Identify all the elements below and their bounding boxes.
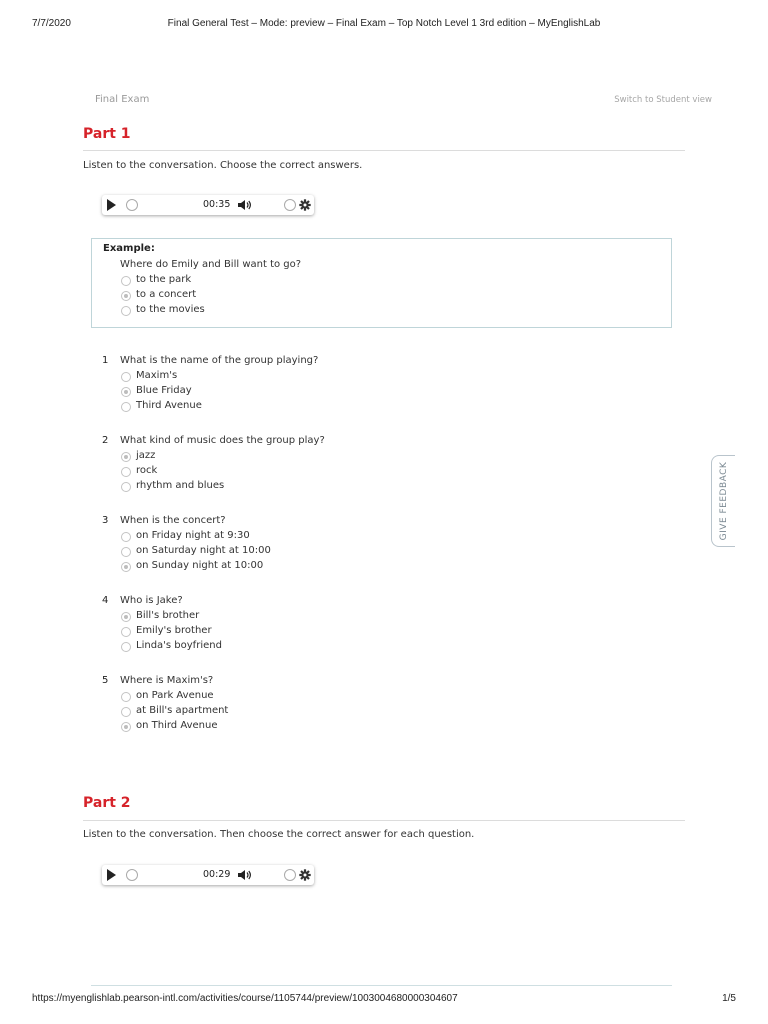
example-question: Where do Emily and Bill want to go? [120, 259, 302, 270]
question-number: 1 [102, 355, 109, 366]
gear-icon[interactable] [299, 199, 311, 211]
question-text: Who is Jake? [120, 595, 183, 606]
question-text: What kind of music does the group play? [120, 435, 325, 446]
progress-knob-icon[interactable] [126, 869, 138, 881]
part-2-title: Part 2 [83, 795, 131, 811]
part-2-divider [83, 820, 685, 821]
audio-time: 00:29 [203, 869, 231, 880]
radio-button[interactable] [121, 627, 131, 637]
radio-button[interactable] [121, 532, 131, 542]
progress-knob-icon[interactable] [126, 199, 138, 211]
speaker-icon[interactable] [238, 200, 252, 210]
exam-title: Final Exam [95, 94, 150, 105]
radio-button[interactable] [121, 276, 131, 286]
print-footer [32, 993, 736, 1007]
print-header [32, 18, 736, 32]
radio-button[interactable] [121, 482, 131, 492]
give-feedback-tab[interactable] [711, 455, 735, 547]
play-icon[interactable] [107, 869, 116, 881]
radio-button[interactable] [121, 291, 131, 301]
next-box-edge [91, 985, 672, 987]
radio-button[interactable] [121, 612, 131, 622]
give-feedback-label: GIVE FEEDBACK [718, 461, 729, 541]
speaker-icon[interactable] [238, 870, 252, 880]
volume-knob-icon[interactable] [284, 869, 296, 881]
part-1-title: Part 1 [83, 126, 131, 142]
switch-to-student-view-link[interactable]: Switch to Student view [614, 95, 712, 105]
radio-button[interactable] [121, 372, 131, 382]
radio-button[interactable] [121, 467, 131, 477]
question-number: 4 [102, 595, 109, 606]
play-icon[interactable] [107, 199, 116, 211]
radio-button[interactable] [121, 562, 131, 572]
question-text: Where is Maxim's? [120, 675, 214, 686]
print-page-number: 1/5 [722, 993, 736, 1004]
print-doc-title: Final General Test – Mode: preview – Final Exam – Top Notch Level 1 3rd edition – MyEnglishLab [167, 18, 601, 29]
gear-icon[interactable] [299, 869, 311, 881]
audio-player-part-2 [102, 865, 314, 885]
radio-button[interactable] [121, 707, 131, 717]
audio-time: 00:35 [203, 199, 231, 210]
part-1-instructions: Listen to the conversation. Choose the correct answers. [83, 160, 363, 171]
print-url: https://myenglishlab.pearson-intl.com/activities/course/1105744/preview/1003004680000304607 [32, 993, 458, 1004]
radio-button[interactable] [121, 306, 131, 316]
radio-button[interactable] [121, 692, 131, 702]
radio-button[interactable] [121, 402, 131, 412]
radio-button[interactable] [121, 547, 131, 557]
print-date: 7/7/2020 [32, 18, 71, 29]
audio-player-part-1 [102, 195, 314, 215]
radio-button[interactable] [121, 452, 131, 462]
radio-button[interactable] [121, 722, 131, 732]
question-number: 5 [102, 675, 109, 686]
question-text: What is the name of the group playing? [120, 355, 319, 366]
part-1-divider [83, 150, 685, 151]
radio-button[interactable] [121, 387, 131, 397]
part-2-instructions: Listen to the conversation. Then choose the correct answer for each question. [83, 829, 475, 840]
volume-knob-icon[interactable] [284, 199, 296, 211]
question-number: 2 [102, 435, 109, 446]
radio-button[interactable] [121, 642, 131, 652]
example-label: Example: [103, 243, 155, 254]
question-number: 3 [102, 515, 109, 526]
question-text: When is the concert? [120, 515, 226, 526]
